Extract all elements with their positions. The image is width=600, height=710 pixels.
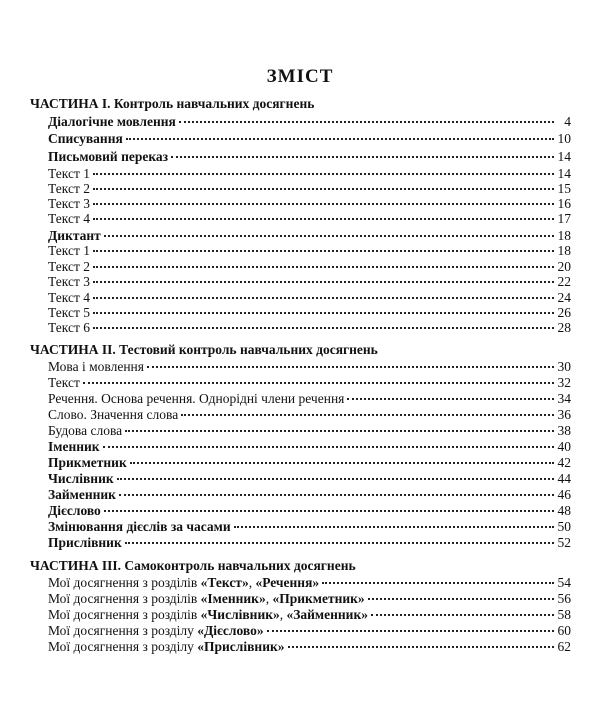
- toc-entry[interactable]: Мої досягнення з розділу «Дієслово» 60: [48, 623, 571, 638]
- part-2-heading: ЧАСТИНА ІІ. Тестовий контроль навчальних досягнень: [30, 342, 378, 357]
- toc-entry[interactable]: Числівник 44: [48, 471, 571, 486]
- toc-entry[interactable]: Дієслово 48: [48, 503, 571, 518]
- toc-entry[interactable]: Прислівник 52: [48, 535, 571, 550]
- toc-entry[interactable]: Прикметник 42: [48, 455, 571, 470]
- toc-entry[interactable]: Текст 6 28: [48, 320, 571, 335]
- toc-entry[interactable]: Текст 32: [48, 375, 571, 390]
- toc-entry[interactable]: Займенник 46: [48, 487, 571, 502]
- part-1-heading: ЧАСТИНА І. Контроль навчальних досягнень: [30, 96, 315, 111]
- part-3-heading: ЧАСТИНА ІІІ. Самоконтроль навчальних досягнень: [30, 558, 356, 573]
- toc-entry[interactable]: Мої досягнення з розділу «Прислівник» 62: [48, 639, 571, 654]
- toc-entry[interactable]: Текст 3 22: [48, 274, 571, 289]
- toc-entry[interactable]: Мої досягнення з розділів «Текст», «Речення» 54: [48, 575, 571, 590]
- toc-entry[interactable]: Мої досягнення з розділів «Іменник», «Прикметник» 56: [48, 591, 571, 606]
- toc-entry[interactable]: Діалогічне мовлення 4: [48, 114, 571, 129]
- toc-entry[interactable]: Текст 5 26: [48, 305, 571, 320]
- toc-entry[interactable]: Слово. Значення слова 36: [48, 407, 571, 422]
- toc-entry[interactable]: Диктант 18: [48, 228, 571, 243]
- toc-entry[interactable]: Списування 10: [48, 131, 571, 146]
- toc-entry[interactable]: Текст 3 16: [48, 196, 571, 211]
- toc-entry[interactable]: Текст 4 24: [48, 290, 571, 305]
- toc-entry[interactable]: Текст 1 14: [48, 166, 571, 181]
- toc-entry[interactable]: Письмовий переказ 14: [48, 149, 571, 164]
- toc-entry[interactable]: Текст 1 18: [48, 243, 571, 258]
- toc-entry[interactable]: Мова і мовлення 30: [48, 359, 571, 374]
- page-title: ЗМІСТ: [266, 66, 334, 87]
- toc-entry[interactable]: Мої досягнення з розділів «Числівник», «Займенник» 58: [48, 607, 571, 622]
- toc-entry[interactable]: Речення. Основа речення. Однорідні члени речення 34: [48, 391, 571, 406]
- toc-entry[interactable]: Змінювання дієслів за часами 50: [48, 519, 571, 534]
- toc-entry[interactable]: Текст 2 15: [48, 181, 571, 196]
- toc-entry[interactable]: Іменник 40: [48, 439, 571, 454]
- toc-entry[interactable]: Текст 2 20: [48, 259, 571, 274]
- toc-entry[interactable]: Будова слова 38: [48, 423, 571, 438]
- toc-entry[interactable]: Текст 4 17: [48, 211, 571, 226]
